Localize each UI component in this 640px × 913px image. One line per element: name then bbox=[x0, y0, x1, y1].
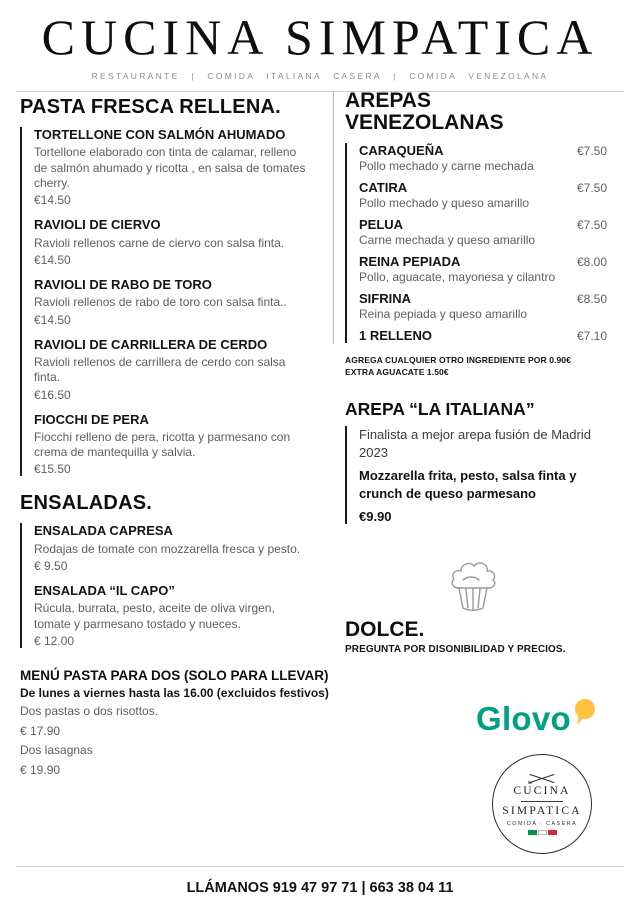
stamp-subtitle: COMIDA · CASERA bbox=[506, 820, 578, 827]
ensalada-item-price: € 12.00 bbox=[34, 634, 75, 649]
footer-divider bbox=[16, 866, 624, 867]
arepas-heading-line1: AREPAS bbox=[345, 89, 431, 112]
pasta-heading: PASTA FRESCA RELLENA. bbox=[20, 96, 281, 118]
arepa-item-price: €7.10 bbox=[576, 328, 607, 343]
pasta-items bbox=[20, 127, 332, 476]
arepa-italiana-intro: Finalista a mejor arepa fusión de Madrid 2023 bbox=[359, 427, 591, 460]
italian-flag-icon bbox=[528, 830, 557, 835]
ensalada-item-name: ENSALADA “IL CAPO” bbox=[34, 583, 175, 599]
arepa-item-desc: Pollo, aguacate, mayonesa y cilantro bbox=[359, 269, 556, 284]
arepa-item-name: 1 RELLENO bbox=[359, 327, 432, 343]
menu-para-dos-line: Dos lasagnas bbox=[20, 743, 93, 758]
restaurant-stamp-logo bbox=[492, 754, 592, 854]
pasta-item-name: FIOCCHI DE PERA bbox=[34, 411, 149, 427]
arepas-section bbox=[345, 90, 607, 379]
ensalada-item bbox=[34, 583, 332, 648]
ensalada-item-desc: Rodajas de tomate con mozzarella fresca y pesto. bbox=[34, 541, 301, 556]
arepa-item bbox=[359, 180, 607, 211]
pasta-item bbox=[34, 217, 332, 267]
glovo-pin-icon bbox=[574, 698, 596, 726]
pasta-item-price: €14.50 bbox=[34, 312, 71, 327]
menu-para-dos-line: Dos pastas o dos risottos. bbox=[20, 704, 159, 719]
pasta-item-price: €14.50 bbox=[34, 252, 71, 267]
pasta-item-name: TORTELLONE CON SALMÓN AHUMADO bbox=[34, 127, 286, 142]
cupcake-icon bbox=[437, 558, 509, 616]
arepa-italiana-section bbox=[345, 399, 607, 524]
pasta-item-desc: Ravioli rellenos de rabo de toro con salsa finta.. bbox=[34, 295, 287, 310]
pasta-item-desc: Fiocchi relleno de pera, ricotta y parmesano con crema de mantequilla y salvia. bbox=[34, 429, 291, 460]
pasta-item-desc: Tortellone elaborado con tinta de calamar, relleno de salmón ahumado y ricotta , en salsa de tomates cherry. bbox=[34, 145, 306, 190]
arepa-item bbox=[359, 143, 607, 174]
pasta-item-name: RAVIOLI DE CIERVO bbox=[34, 217, 161, 233]
arepa-italiana-details bbox=[345, 426, 607, 524]
arepa-item-name: SIFRINA bbox=[359, 290, 411, 306]
menu-para-dos-heading: MENÚ PASTA PARA DOS (SOLO PARA LLEVAR) bbox=[20, 668, 329, 684]
ensalada-item bbox=[34, 523, 332, 573]
pasta-item bbox=[34, 412, 332, 477]
menu-para-dos-price: € 17.90 bbox=[20, 723, 61, 738]
ensalada-item-price: € 9.50 bbox=[34, 559, 68, 574]
ensaladas-heading: ENSALADAS. bbox=[20, 492, 153, 515]
arepas-note-line2: EXTRA AGUACATE 1.50€ bbox=[345, 367, 449, 378]
arepa-item bbox=[359, 254, 607, 285]
glovo-wordmark: Glovo bbox=[476, 700, 572, 737]
pasta-item-name: RAVIOLI DE CARRILLERA DE CERDO bbox=[34, 336, 268, 352]
pasta-item-name: RAVIOLI DE RABO DE TORO bbox=[34, 276, 212, 292]
column-divider bbox=[333, 91, 334, 344]
dolce-section bbox=[345, 558, 607, 655]
arepa-item-desc: Pollo mechado y queso amarillo bbox=[359, 195, 530, 210]
menu-para-dos-section bbox=[20, 668, 332, 778]
cutlery-icon bbox=[527, 773, 557, 784]
arepa-italiana-price: €9.90 bbox=[359, 509, 392, 525]
arepa-item-name: CATIRA bbox=[359, 179, 408, 195]
glovo-logo bbox=[476, 700, 596, 738]
ensalada-item-desc: Rúcula, burrata, pesto, aceite de oliva virgen, tomate y parmesano tostado y nueces. bbox=[34, 601, 275, 631]
footer-phone-numbers: LLÁMANOS 919 47 97 71 | 663 38 04 11 bbox=[186, 880, 454, 896]
menu-para-dos-subheading: De lunes a viernes hasta las 16.00 (excluidos festivos) bbox=[20, 686, 329, 701]
ensalada-item-name: ENSALADA CAPRESA bbox=[34, 523, 173, 539]
stamp-title-line1: CUCINA bbox=[513, 785, 571, 798]
page-title: CUCINA SIMPATICA bbox=[41, 9, 599, 65]
arepa-item-name: CARAQUEÑA bbox=[359, 142, 444, 158]
arepa-item bbox=[359, 291, 607, 322]
pasta-item-price: €14.50 bbox=[34, 193, 71, 208]
arepas-items bbox=[345, 143, 607, 343]
dolce-subtext: PREGUNTA POR DISONIBILIDAD Y PRECIOS. bbox=[345, 644, 566, 655]
arepa-item-price: €7.50 bbox=[576, 217, 607, 232]
stamp-divider bbox=[521, 801, 563, 802]
right-column bbox=[345, 90, 607, 524]
pasta-item-price: €15.50 bbox=[34, 462, 71, 477]
arepa-item bbox=[359, 328, 607, 343]
pasta-item-desc: Ravioli rellenos de carrillera de cerdo con salsa finta. bbox=[34, 354, 286, 385]
ensaladas-items bbox=[20, 523, 332, 648]
arepas-extras-note bbox=[345, 354, 607, 380]
arepa-item-name: REINA PEPIADA bbox=[359, 253, 461, 269]
pasta-item-price: €16.50 bbox=[34, 387, 71, 402]
arepa-italiana-heading: AREPA “LA ITALIANA” bbox=[345, 399, 535, 419]
arepa-item-desc: Pollo mechado y carne mechada bbox=[359, 158, 534, 173]
dolce-heading: DOLCE. bbox=[345, 618, 425, 641]
pasta-item-desc: Ravioli rellenos carne de ciervo con salsa finta. bbox=[34, 235, 285, 250]
pasta-item bbox=[34, 337, 332, 402]
arepa-item-price: €8.50 bbox=[576, 291, 607, 306]
arepa-item-price: €7.50 bbox=[576, 180, 607, 195]
restaurant-tagline: RESTAURANTE | COMIDA ITALIANA CASERA | COMIDA VENEZOLANA bbox=[91, 71, 549, 81]
menu-para-dos-price: € 19.90 bbox=[20, 762, 61, 777]
arepas-note-line1: AGREGA CUALQUIER OTRO INGREDIENTE POR 0.90€ bbox=[345, 354, 571, 365]
arepa-item-desc: Reina pepiada y queso amarillo bbox=[359, 306, 528, 321]
arepa-italiana-desc: Mozzarella frita, pesto, salsa finta y crunch de queso parmesano bbox=[359, 468, 577, 501]
ensaladas-section bbox=[20, 492, 332, 648]
stamp-title-line2: SIMPATICA bbox=[502, 804, 582, 817]
arepa-item-price: €8.00 bbox=[576, 254, 607, 269]
arepa-item-desc: Carne mechada y queso amarillo bbox=[359, 232, 536, 247]
pasta-item bbox=[34, 127, 332, 207]
arepa-item bbox=[359, 217, 607, 248]
pasta-section bbox=[20, 96, 332, 476]
pasta-item bbox=[34, 277, 332, 327]
arepas-heading-line2: VENEZOLANAS bbox=[345, 111, 504, 135]
left-column bbox=[20, 96, 332, 778]
arepa-item-name: PELUA bbox=[359, 216, 404, 232]
arepa-item-price: €7.50 bbox=[576, 143, 607, 158]
